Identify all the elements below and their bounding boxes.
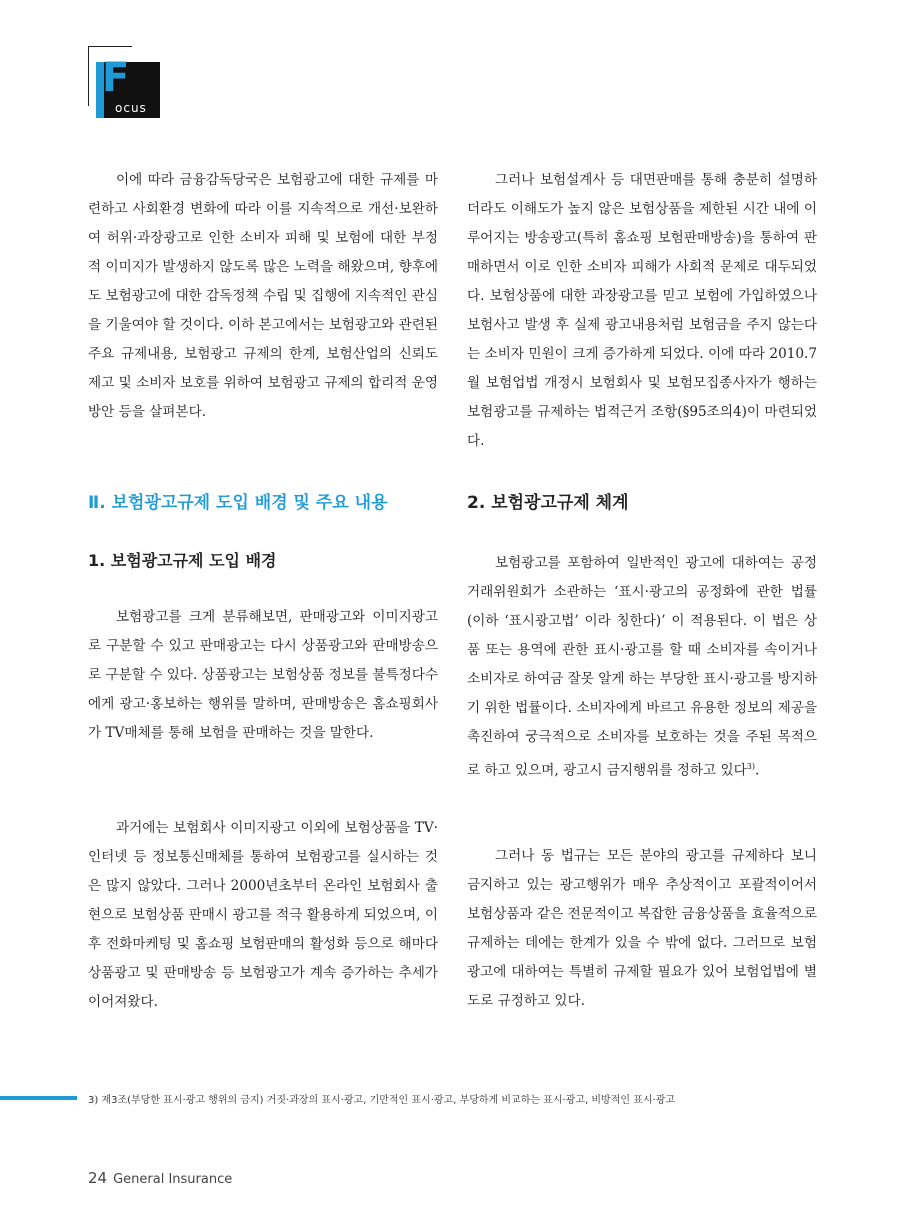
right-column-intro xyxy=(467,166,817,456)
right-paragraph-2 xyxy=(467,549,817,786)
logo-frame-left-line xyxy=(88,46,89,106)
focus-logo-text: ocus xyxy=(115,101,147,115)
logo-frame-top-line xyxy=(88,46,132,47)
magazine-name: General Insurance xyxy=(113,1172,233,1187)
focus-logo-letter: F xyxy=(102,55,130,101)
page-footer xyxy=(88,1168,232,1190)
footnote-ref-3[interactable]: 3) xyxy=(746,762,755,771)
left-paragraph-2: 보험광고를 크게 분류해보면, 판매광고와 이미지광고로 구분할 수 있고 판매광고는 다시 상품광고와 판매방송으로 구분할 수 있다. 상품광고는 보험상품 정보를 불특정다수에게 광고·홍보하는 행위를 말하며, 판매방송은 홈쇼핑회사가 TV매체를 통해 보험을 판매하는 것을 말한다. xyxy=(88,609,438,741)
subsection-heading-wrap xyxy=(88,549,438,573)
left-column-body-a xyxy=(88,603,438,748)
left-paragraph-1: 이에 따라 금융감독당국은 보험광고에 대한 규제를 마련하고 사회환경 변화에 따라 이를 지속적으로 개선·보완하여 허위·과장광고로 인한 소비자 피해 및 보험에 대한 부정적 이미지가 발생하지 않도록 많은 노력을 해왔으며, 향후에도 보험광고에 대한 감독정책 수립 및 집행에 지속적인 관심을 기울여야 할 것이다. 이하 본고에서는 보험광고와 관련된 주요 규제내용, 보험광고 규제의 한계, 보험산업의 신뢰도 제고 및 소비자 보호를 위하여 보험광고 규제의 합리적 운영방안 등을 살펴본다. xyxy=(88,172,438,420)
right-column-body-b xyxy=(467,842,817,1016)
left-paragraph-3: 과거에는 보험회사 이미지광고 이외에 보험상품을 TV·인터넷 등 정보통신매체를 통하여 보험광고를 실시하는 것은 많지 않았다. 그러나 2000년초부터 온라인 보험회사 출현으로 보험상품 판매시 광고를 적극 활용하게 되었으며, 이후 전화마케팅 및 홈쇼핑 보험판매의 활성화 등으로 해마다 상품광고 및 판매방송 등 보험광고가 계속 증가하는 추세가 이어져왔다. xyxy=(88,820,438,1010)
section-title-2: Ⅱ. 보험광고규제 도입 배경 및 주요 내용 xyxy=(88,493,388,513)
section-title-regulation-system: 2. 보험광고규제 체계 xyxy=(467,493,629,513)
section-heading-wrap xyxy=(88,491,438,515)
footnote-accent-bar xyxy=(0,1096,77,1100)
page-number: 24 xyxy=(88,1169,108,1187)
left-column-intro xyxy=(88,166,438,427)
left-column-body-b xyxy=(88,814,438,1017)
right-paragraph-1: 그러나 보험설계사 등 대면판매를 통해 충분히 설명하더라도 이해도가 높지 않은 보험상품을 제한된 시간 내에 이루어지는 방송광고(특히 홈쇼핑 보험판매방송)을 통하여 판매하면서 이로 인한 소비자 피해가 사회적 문제로 대두되었다. 보험상품에 대한 과장광고를 믿고 보험에 가입하였으나 보험사고 발생 후 실제 광고내용처럼 보험금을 주지 않는다는 소비자 민원이 크게 증가하게 되었다. 이에 따라 2010.7월 보험업법 개정시 보험회사 및 보험모집종사자가 행하는 보험광고를 규제하는 법적근거 조항(§95조의4)이 마련되었다. xyxy=(467,172,817,449)
subsection-title-1: 1. 보험광고규제 도입 배경 xyxy=(88,551,277,570)
right-column-body-a xyxy=(467,549,817,786)
footnote-3: 3) 제3조(부당한 표시·광고 행위의 금지) 거짓·과장의 표시·광고, 기만적인 표시·광고, 부당하게 비교하는 표시·광고, 비방적인 표시·광고 xyxy=(88,1095,676,1106)
right-paragraph-2-end: . xyxy=(754,762,760,779)
right-paragraph-2-text: 보험광고를 포함하여 일반적인 광고에 대하여는 공정거래위원회가 소관하는 ‘표시·광고의 공정화에 관한 법률(이하 ‘표시광고법’ 이라 칭한다)’ 이 적용된다. 이 법은 상품 또는 용역에 관한 표시·광고를 할 때 소비자를 속이거나 소비자로 하여금 잘못 알게 하는 부당한 표시·광고를 방지하기 위한 법률이다. 소비자에게 바르고 유용한 정보의 제공을 촉진하여 궁극적으로 소비자를 보호하는 것을 주된 목적으로 하고 있으며, 광고시 금지행위를 정하고 있다 xyxy=(467,555,817,779)
right-paragraph-3: 그러나 동 법규는 모든 분야의 광고를 규제하다 보니 금지하고 있는 광고행위가 매우 추상적이고 포괄적이어서 보험상품과 같은 전문적이고 복잡한 금융상품을 효율적으로 규제하는 데에는 한계가 있을 수 밖에 없다. 그러므로 보험광고에 대하여는 특별히 규제할 필요가 있어 보험업법에 별도로 규정하고 있다. xyxy=(467,848,817,1009)
section-heading-right-wrap xyxy=(467,491,817,515)
